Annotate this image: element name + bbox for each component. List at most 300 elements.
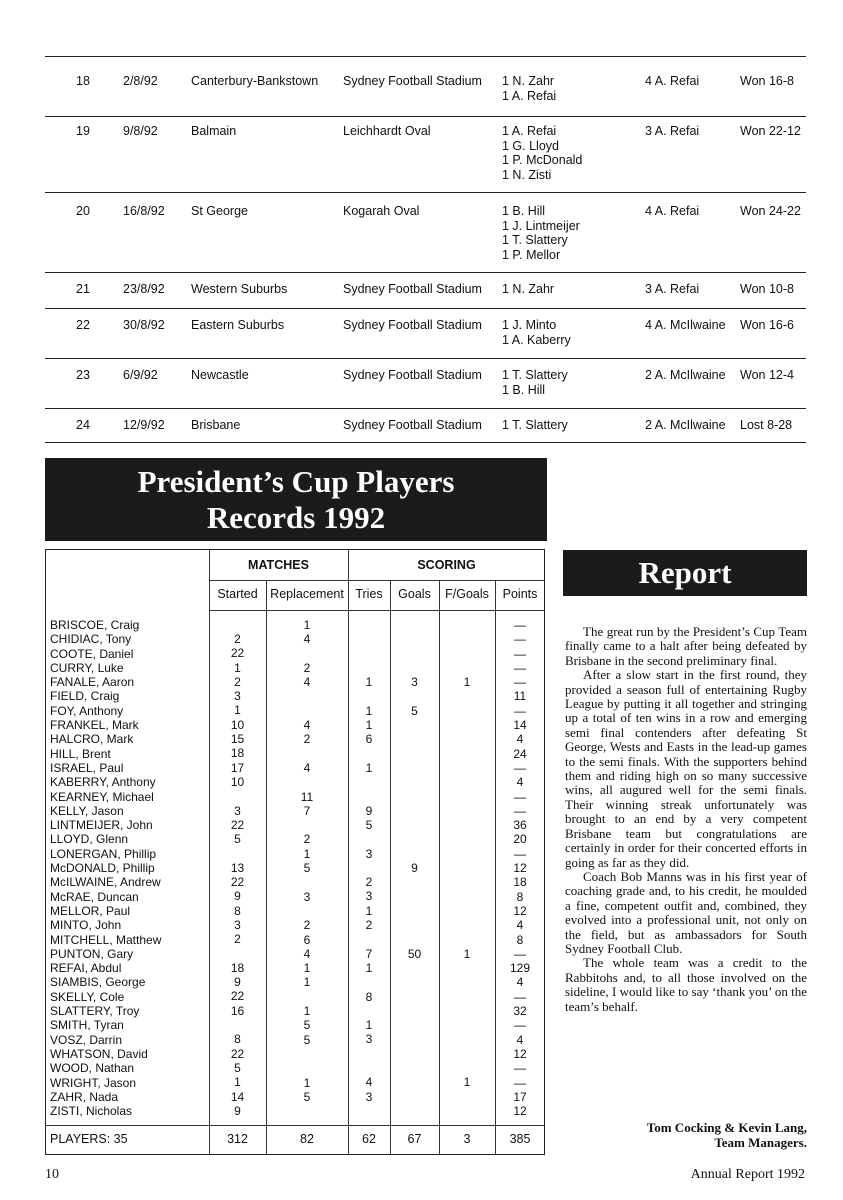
tries-value: 3 (365, 1032, 373, 1047)
player-name: VOSZ, Darrin (50, 1032, 123, 1047)
match-date: 16/8/92 (123, 204, 165, 218)
points-value: — (514, 846, 526, 861)
replacement-value (266, 875, 348, 889)
match-goals: 4 A. Refai (645, 74, 700, 88)
started-value: 15 (230, 732, 245, 747)
fgoals-value (439, 918, 495, 932)
started-value: 3 (234, 803, 241, 818)
player-name: CURRY, Luke (50, 660, 124, 675)
match-try-scorers (502, 368, 568, 397)
points-value: 12 (513, 1104, 527, 1119)
points-value: 4 (516, 732, 524, 747)
try-scorer: 1 P. Mellor (502, 247, 561, 262)
tries-value (348, 775, 390, 789)
header-tries: Tries (355, 587, 383, 601)
points-value: 8 (516, 889, 524, 904)
match-venue: Leichhardt Oval (343, 124, 431, 138)
match-divider (45, 408, 806, 409)
replacement-value: 1 (303, 975, 311, 990)
try-scorer: 1 B. Hill (502, 204, 546, 218)
points-column (495, 618, 545, 1118)
replacement-value: 2 (303, 832, 311, 847)
total-points: 385 (509, 1132, 531, 1146)
match-venue: Sydney Football Stadium (343, 368, 482, 382)
fgoals-value (439, 704, 495, 718)
replacement-value (266, 1047, 348, 1061)
tries-value: 3 (365, 889, 373, 904)
match-try-scorers (502, 124, 582, 182)
started-value: 1 (234, 703, 241, 718)
replacement-value: 2 (303, 660, 311, 675)
total-players-label: PLAYERS: 35 (50, 1132, 128, 1146)
started-value: 3 (234, 917, 241, 932)
match-opponent: Eastern Suburbs (191, 318, 285, 332)
try-scorer: 1 N. Zisti (502, 167, 552, 182)
points-value: — (514, 946, 526, 961)
tries-value (348, 746, 390, 760)
match-divider (45, 272, 806, 273)
match-opponent: St George (191, 204, 248, 218)
player-name: MELLOR, Paul (50, 903, 131, 918)
try-scorer: 1 B. Hill (502, 382, 546, 397)
started-value: 5 (234, 1060, 241, 1075)
replacement-value (266, 704, 348, 718)
match-result: Won 12-4 (740, 368, 794, 382)
replacement-value: 4 (303, 946, 311, 961)
goals-value (390, 818, 439, 832)
fgoals-value (439, 746, 495, 760)
match-try-scorers (502, 74, 556, 103)
fgoals-value (439, 889, 495, 903)
points-value: — (514, 632, 526, 647)
match-round: 21 (76, 282, 90, 296)
goals-value: 50 (407, 946, 422, 961)
scoring-group-header: SCORING (417, 558, 476, 572)
replacement-value: 1 (303, 1004, 311, 1019)
player-name: MITCHELL, Matthew (50, 932, 162, 947)
goals-value (390, 889, 439, 903)
try-scorer: 1 A. Refai (502, 124, 557, 138)
points-value: 11 (513, 689, 527, 704)
tries-value (348, 861, 390, 875)
points-value: 12 (513, 903, 527, 918)
report-signature (565, 1120, 807, 1150)
replacement-value (266, 904, 348, 918)
total-fgoals: 3 (463, 1132, 471, 1146)
fgoals-value (439, 818, 495, 832)
replacement-value: 4 (303, 632, 311, 647)
goals-value (390, 689, 439, 703)
player-name: FRANKEL, Mark (50, 718, 139, 733)
tries-value (348, 689, 390, 703)
started-value: 8 (234, 903, 241, 918)
try-scorer: 1 T. Slattery (502, 418, 568, 432)
started-value (209, 789, 266, 803)
players-records-table (45, 549, 545, 1155)
goals-value (390, 904, 439, 918)
records-title-line-1: President’s Cup Players (137, 464, 455, 499)
points-value: — (514, 703, 526, 718)
player-name: KEARNEY, Michael (50, 789, 154, 804)
header-started: Started (217, 587, 258, 601)
points-value: — (514, 1075, 526, 1090)
match-opponent: Balmain (191, 124, 237, 138)
fgoals-value (439, 804, 495, 818)
report-body (565, 625, 807, 1014)
player-name: KABERRY, Anthony (50, 775, 156, 790)
started-value: 22 (230, 646, 245, 661)
points-value: 4 (516, 918, 524, 933)
header-goals: Goals (398, 587, 431, 601)
goals-value (390, 746, 439, 760)
replacement-value: 5 (303, 861, 311, 876)
report-title: Report (638, 555, 732, 590)
points-value: — (514, 675, 526, 690)
tries-value: 1 (365, 960, 373, 975)
goals-value (390, 789, 439, 803)
match-opponent: Brisbane (191, 418, 241, 432)
player-name: SMITH, Tyran (50, 1018, 124, 1033)
replacement-value: 4 (303, 760, 311, 775)
player-name: KELLY, Jason (50, 803, 124, 818)
fgoals-value (439, 990, 495, 1004)
points-value: — (514, 760, 526, 775)
replacement-value: 5 (303, 1018, 311, 1033)
player-name: WOOD, Nathan (50, 1061, 135, 1076)
replacement-value: 4 (303, 675, 311, 690)
points-value: 14 (513, 718, 527, 733)
started-value: 8 (234, 1032, 241, 1047)
started-value: 13 (230, 860, 245, 875)
goals-value (390, 918, 439, 932)
player-name: WHATSON, David (50, 1046, 148, 1061)
goals-value (390, 932, 439, 946)
fgoals-value (439, 1004, 495, 1018)
player-name: ZAHR, Nada (50, 1089, 119, 1104)
match-goals: 2 A. McIlwaine (645, 418, 726, 432)
started-value: 22 (230, 875, 245, 890)
points-value: 18 (513, 875, 527, 890)
report-paragraph: Coach Bob Manns was in his first year of coaching grade and, to his credit, he moulded a fine, competent outfit and, combined, they evolved into a professional unit, not only on the field, but as ambassadors for South Sydney Football Club. (565, 868, 807, 956)
points-value: 17 (513, 1089, 527, 1104)
started-value: 18 (230, 746, 245, 761)
match-divider (45, 192, 806, 193)
replacement-value: 3 (303, 889, 311, 904)
match-round: 19 (76, 124, 90, 138)
report-paragraph: The great run by the President’s Cup Team finally came to a halt after being defeated by Brisbane in the second preliminary final. (565, 624, 807, 668)
fgoals-value (439, 932, 495, 946)
goals-value: 5 (411, 703, 418, 718)
tries-value (348, 1061, 390, 1075)
points-value: 4 (516, 975, 524, 990)
started-value (209, 1018, 266, 1032)
player-name: ZISTI, Nicholas (50, 1104, 133, 1119)
try-scorer: 1 N. Zahr (502, 74, 555, 88)
total-tries: 62 (362, 1132, 376, 1146)
started-value: 9 (234, 975, 241, 990)
match-venue: Sydney Football Stadium (343, 282, 482, 296)
replacement-value (266, 747, 348, 761)
fgoals-value (439, 875, 495, 889)
player-name: BRISCOE, Craig (50, 618, 140, 632)
header-points: Points (502, 587, 538, 601)
points-value: — (514, 618, 526, 632)
tries-value: 7 (365, 946, 373, 961)
try-scorer: 1 P. McDonald (502, 153, 583, 167)
player-name: REFAI, Abdul (50, 961, 122, 976)
points-value: 4 (516, 1032, 524, 1047)
publication-name: Annual Report 1992 (690, 1167, 805, 1182)
points-value: 8 (516, 932, 524, 947)
match-result: Won 16-8 (740, 74, 794, 88)
match-date: 30/8/92 (123, 318, 165, 332)
report-paragraph: The whole team was a credit to the Rabbitohs and, to all those involved on the sideline, I would like to say ‘thank you’ on the team’s behalf. (565, 955, 807, 1014)
started-value: 2 (234, 674, 241, 689)
match-result: Won 22-12 (740, 124, 801, 138)
replacement-value: 1 (303, 1075, 311, 1090)
replacement-value: 1 (303, 618, 311, 632)
match-try-scorers (502, 204, 580, 262)
points-value: 12 (513, 1046, 527, 1061)
player-name: SLATTERY, Troy (50, 1004, 140, 1019)
total-goals: 67 (407, 1132, 422, 1146)
tries-value: 1 (365, 675, 373, 689)
replacement-value (266, 1061, 348, 1075)
started-value (209, 846, 266, 860)
match-result: Lost 8-28 (740, 418, 793, 432)
started-value: 16 (230, 1003, 245, 1018)
match-date: 23/8/92 (123, 282, 165, 296)
started-value (209, 947, 266, 961)
tries-value: 1 (365, 703, 373, 718)
fgoals-value (439, 861, 495, 875)
replacement-value: 5 (303, 1032, 311, 1047)
replacement-value: 1 (303, 846, 311, 861)
match-date: 12/9/92 (123, 418, 165, 432)
started-value: 10 (230, 774, 245, 789)
tries-value: 8 (365, 989, 373, 1004)
player-name: COOTE, Daniel (50, 646, 134, 661)
started-value: 22 (230, 1046, 245, 1061)
goals-value (390, 1018, 439, 1032)
started-value: 14 (230, 1089, 245, 1104)
started-value: 2 (234, 932, 241, 947)
goals-value (390, 1061, 439, 1075)
tries-value (348, 1047, 390, 1061)
goals-value (390, 961, 439, 975)
fgoals-column (439, 675, 495, 1104)
try-scorer: 1 T. Slattery (502, 368, 568, 382)
try-scorer: 1 T. Slattery (502, 233, 568, 247)
match-try-scorers (502, 318, 571, 347)
tries-value (348, 789, 390, 803)
tries-value: 6 (365, 732, 373, 747)
tries-value (348, 932, 390, 946)
points-value: — (514, 646, 526, 661)
fgoals-value (439, 718, 495, 732)
try-scorer: 1 N. Zahr (502, 282, 555, 296)
goals-value: 9 (411, 860, 418, 875)
records-title-line-2: Records 1992 (206, 500, 386, 535)
started-value: 22 (230, 817, 245, 832)
match-date: 2/8/92 (123, 74, 158, 88)
started-value: 18 (230, 960, 245, 975)
tries-value (348, 1004, 390, 1018)
match-goals: 4 A. Refai (645, 204, 700, 218)
started-value: 17 (230, 760, 245, 775)
tries-value: 2 (365, 875, 373, 890)
fgoals-value (439, 847, 495, 861)
started-value: 9 (234, 1103, 241, 1118)
fgoals-value (439, 1047, 495, 1061)
replacement-value: 5 (303, 1089, 311, 1104)
signature-role: Team Managers. (714, 1135, 807, 1150)
started-value: 5 (234, 832, 241, 847)
match-divider (45, 116, 806, 117)
player-name: FIELD, Craig (50, 689, 120, 704)
goals-value: 3 (411, 675, 418, 689)
player-name: WRIGHT, Jason (50, 1075, 137, 1090)
points-value: — (514, 989, 526, 1004)
match-divider (45, 56, 806, 57)
started-value: 10 (230, 717, 245, 732)
match-goals: 3 A. Refai (645, 282, 700, 296)
tries-value: 2 (365, 918, 373, 933)
match-round: 22 (76, 318, 90, 332)
points-value: 36 (513, 818, 527, 833)
replacement-value (266, 647, 348, 661)
player-name: FOY, Anthony (50, 703, 124, 718)
fgoals-value (439, 761, 495, 775)
goals-value (390, 732, 439, 746)
replacement-value (266, 775, 348, 789)
tries-value: 5 (365, 817, 373, 832)
points-value: — (514, 789, 526, 804)
player-name: HILL, Brent (50, 746, 111, 761)
started-column (209, 632, 266, 1118)
points-value: 12 (513, 861, 527, 876)
goals-value (390, 1090, 439, 1104)
goals-value (390, 1004, 439, 1018)
points-value: 20 (513, 832, 527, 847)
match-try-scorers (502, 418, 568, 433)
player-name: LONERGAN, Phillip (50, 846, 157, 861)
match-date: 6/9/92 (123, 368, 158, 382)
replacement-value (266, 1104, 348, 1118)
player-name: PUNTON, Gary (50, 946, 134, 961)
match-try-scorers (502, 282, 554, 297)
fgoals-value: 1 (463, 946, 471, 961)
match-venue: Sydney Football Stadium (343, 418, 482, 432)
try-scorer: 1 J. Minto (502, 318, 557, 332)
tries-value (348, 832, 390, 846)
goals-value (390, 847, 439, 861)
replacement-value: 4 (303, 718, 311, 733)
points-value: — (514, 660, 526, 675)
replacement-value (266, 990, 348, 1004)
fgoals-value (439, 689, 495, 703)
tries-value (348, 975, 390, 989)
fgoals-value (439, 904, 495, 918)
match-divider (45, 308, 806, 309)
fgoals-value (439, 975, 495, 989)
tries-value: 1 (365, 1018, 373, 1033)
goals-column (390, 675, 439, 1104)
player-name: FANALE, Aaron (50, 675, 135, 690)
match-goals: 2 A. McIlwaine (645, 368, 726, 382)
try-scorer: 1 G. Lloyd (502, 138, 559, 153)
replacement-value: 1 (303, 961, 311, 976)
goals-value (390, 875, 439, 889)
replacement-column (266, 618, 348, 1118)
fgoals-value (439, 1018, 495, 1032)
match-opponent: Canterbury-Bankstown (191, 74, 319, 88)
started-value: 22 (230, 989, 245, 1004)
report-banner (563, 550, 807, 596)
player-name: CHIDIAC, Tony (50, 632, 132, 647)
tries-value: 4 (365, 1075, 373, 1090)
points-value: — (514, 1018, 526, 1033)
points-value: 32 (513, 1004, 527, 1019)
goals-value (390, 775, 439, 789)
match-opponent: Western Suburbs (191, 282, 288, 296)
fgoals-value: 1 (463, 1075, 471, 1090)
tries-value: 3 (365, 1089, 373, 1104)
goals-value (390, 718, 439, 732)
match-round: 24 (76, 418, 90, 432)
match-venue: Sydney Football Stadium (343, 74, 482, 88)
fgoals-value: 1 (463, 675, 471, 689)
player-name: LLOYD, Glenn (50, 832, 129, 847)
fgoals-value (439, 1032, 495, 1046)
goals-value (390, 975, 439, 989)
match-round: 18 (76, 74, 90, 88)
player-name: MINTO, John (50, 918, 122, 933)
fgoals-value (439, 1090, 495, 1104)
goals-value (390, 1047, 439, 1061)
points-value: — (514, 1061, 526, 1076)
tries-value: 1 (365, 903, 373, 918)
tries-value: 1 (365, 717, 373, 732)
fgoals-value (439, 961, 495, 975)
fgoals-value (439, 732, 495, 746)
match-opponent: Newcastle (191, 368, 249, 382)
signature-names: Tom Cocking & Kevin Lang, (646, 1120, 807, 1135)
goals-value (390, 1032, 439, 1046)
replacement-value: 2 (303, 918, 311, 933)
match-divider (45, 442, 806, 443)
matches-group-header: MATCHES (248, 558, 309, 572)
header-replacement: Replacement (270, 587, 344, 601)
fgoals-value (439, 1061, 495, 1075)
goals-value (390, 990, 439, 1004)
try-scorer: 1 J. Lintmeijer (502, 218, 580, 233)
player-name: McDONALD, Phillip (50, 861, 155, 876)
replacement-value: 6 (303, 932, 311, 947)
started-value: 9 (234, 889, 241, 904)
match-venue: Sydney Football Stadium (343, 318, 482, 332)
tries-value: 1 (365, 760, 373, 775)
replacement-value (266, 818, 348, 832)
match-result: Won 10-8 (740, 282, 794, 296)
points-value: 24 (513, 746, 527, 761)
started-value: 3 (234, 689, 241, 704)
header-fgoals: F/Goals (445, 587, 489, 601)
fgoals-value (439, 775, 495, 789)
points-value: — (514, 803, 526, 818)
player-name: LINTMEIJER, John (50, 818, 153, 833)
replacement-value: 11 (300, 789, 314, 804)
